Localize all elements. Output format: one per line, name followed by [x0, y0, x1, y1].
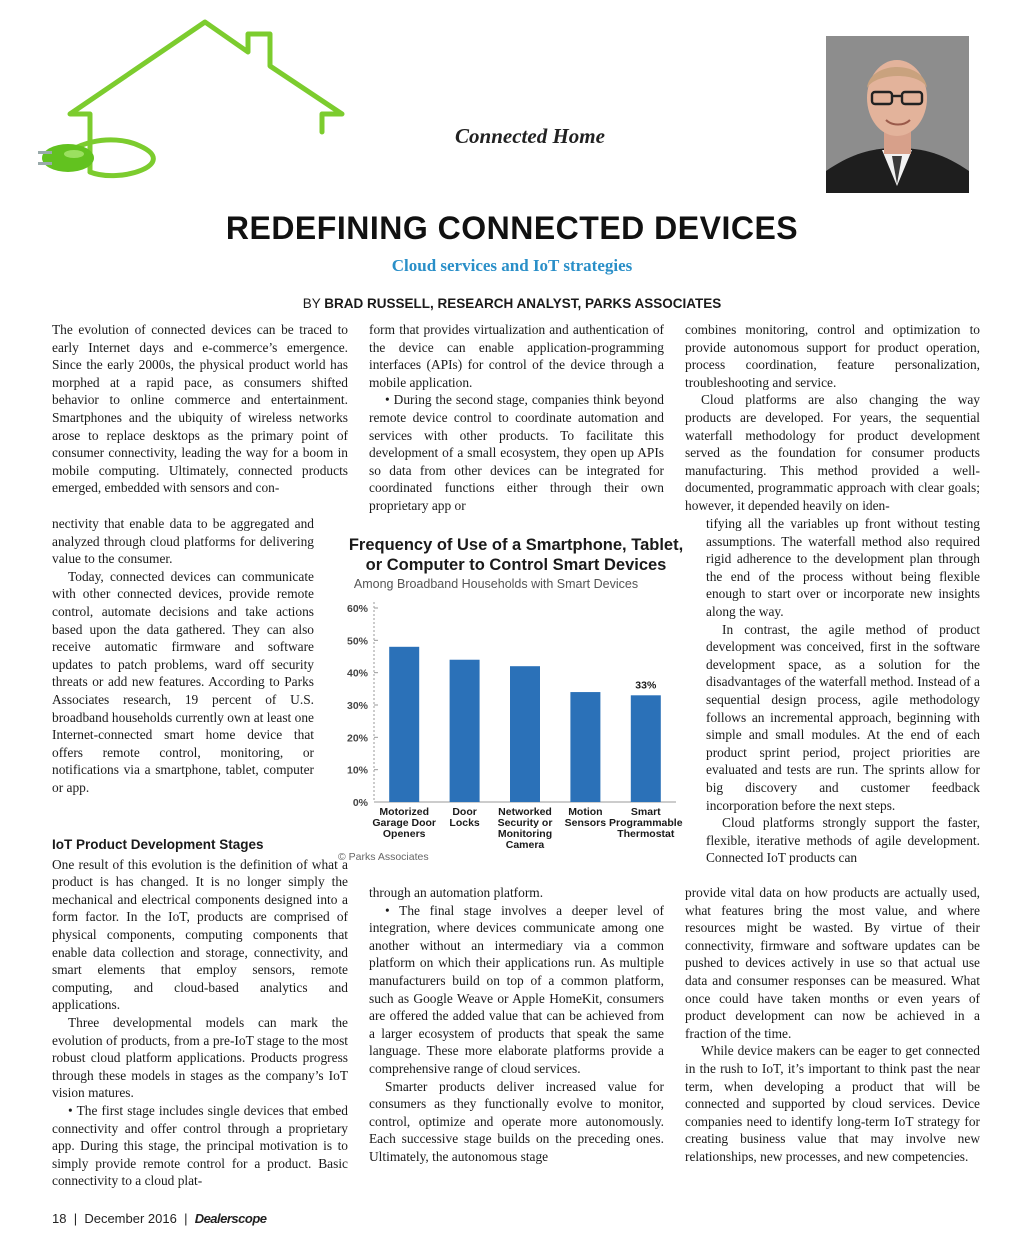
paragraph: tifying all the variables up front without testing assumptions. The waterfall method also required rigid adherence to the development plan through the end of the process without being flexible enough to start over or incorporate new insights along the way. [706, 516, 980, 619]
bar [631, 695, 661, 802]
paragraph: Cloud platforms are also changing the way products are developed. For years, the sequential waterfall methodology for product development served as the foundation for consumer products manufacturing. This method provided a well-documented, programmatic approach with clear goals; however, it depended heavily on iden- [685, 392, 980, 513]
y-tick-label: 0% [352, 797, 368, 809]
bar-chart [336, 526, 696, 871]
bar [510, 666, 540, 802]
x-tick-label: Smart [630, 806, 661, 818]
x-tick-label: Locks [449, 817, 480, 829]
chart-title-line-2: or Computer to Control Smart Devices [365, 556, 667, 574]
power-plug-icon [28, 136, 98, 186]
x-tick-label: Networked [498, 806, 552, 818]
column-1-wrap [52, 515, 314, 797]
paragraph: Cloud platforms strongly support the faster, flexible, iterative methods of agile development. Connected IoT products can [706, 815, 980, 866]
y-tick-label: 40% [346, 667, 368, 680]
subtitle: Cloud services and IoT strategies [391, 256, 633, 275]
footer-separator: | [184, 1211, 188, 1226]
paragraph: form that provides virtualization and authentication of the device can enable application-programming interfaces (APIs) for control of the device through a mobile application. [369, 322, 664, 390]
paragraph: Three developmental models can mark the evolution of products, from a pre-IoT stage to the most robust cloud platform applications. Products progress through these models in stages as the company’s IoT vision matures. [52, 1014, 348, 1101]
x-tick-label: Security or [497, 817, 553, 829]
section-heading: IoT Product Development Stages [52, 837, 264, 852]
y-tick-label: 30% [346, 700, 368, 712]
author-photo [826, 36, 969, 193]
section-label: Connected Home [455, 124, 605, 148]
bar [570, 692, 600, 802]
byline-name: BRAD RUSSELL, RESEARCH ANALYST, PARKS ASSOCIATES [324, 296, 722, 311]
paragraph: combines monitoring, control and optimization to provide autonomous support for product operation, process coordination, feature personalization, troubleshooting and service. [685, 322, 980, 390]
paragraph: Smarter products deliver increased value for consumers as they functionally evolve to monitor, control, optimize and operate more autonomously. Each successive stage builds on the preceding ones. Ultimately, the autonomous stage [369, 1078, 664, 1164]
bar [450, 660, 480, 802]
paragraph: nectivity that enable data to be aggregated and analyzed through cloud platforms for delivering value to the consumer. [52, 516, 314, 567]
chart-source: © Parks Associates [338, 851, 429, 863]
y-tick-label: 50% [346, 635, 368, 648]
paragraph: through an automation platform. [369, 885, 544, 900]
y-tick-label: 20% [346, 732, 368, 745]
bar [389, 647, 419, 802]
column-2-top [369, 321, 664, 515]
page-footer [52, 1211, 267, 1226]
y-tick-label: 10% [346, 764, 368, 777]
x-tick-label: Programmable [609, 817, 683, 829]
paragraph: One result of this evolution is the definition of what a product is has changed. It is no longer simply the mechanical and electrical components designed into a form factor. In the IoT, products are comprised of physical components, computing components that enable data collection and storage, connectivity, and smart elements that employ sensors, remote computing, and cloud-based analytics and applications. [52, 856, 348, 1013]
x-tick-label: Monitoring [497, 828, 553, 840]
paragraph: provide vital data on how products are actually used, what features bring the most value, and where resources might be wasted. By virtue of their connectivity, firmware and software updates can be pushed to devices actively in use so that actual use data and consumer responses can be measured. What once could have taken months or even years of product development can now be achieved in a fraction of the time. [685, 885, 980, 1041]
paragraph: • The final stage involves a deeper level of integration, where devices communicate among one another without an intermediary via a common platform on which their applications run. As multiple manufacturers build on top of a common platform, such as Google Weave or Apple HomeKit, consumers are offered the added value that can be achieved from a larger ecosystem of products that speak the same language. These more elaborate platforms provide a comprehensive range of cloud services. [369, 902, 664, 1076]
y-tick-label: 60% [346, 603, 368, 615]
paragraph: The evolution of connected devices can be traced to early Internet days and e-commerce’s emergence. Since the early 2000s, the physical product world has morphed at a rapid pace, as consumers shifted behavior to online commerce and entertainment. Smartphones and the ubiquity of wireless networks arose to replace desktops as the primary point of consumer connectivity, leading the way for a boom in mobile computing. Ultimately, connected products emerged, embedded with sensors and con- [52, 322, 348, 496]
column-3-top [685, 321, 980, 515]
issue-date: December 2016 [84, 1211, 177, 1226]
paragraph: • The first stage includes single devices that embed connectivity and offer control through a proprietary app. During this stage, the principal motivation is to simply provide remote control for a product. Basic connectivity to a cloud plat- [52, 1102, 348, 1189]
x-tick-label: Thermostat [617, 828, 675, 840]
paragraph: Today, connected devices can communicate with other connected devices, provide remote control, automate decisions and take actions based upon the data gathered. They can also receive automatic firmware and software updates to patch problems, ward off security threats or add new features. According to Parks Associates research, 19 percent of U.S. broadband households currently own at least one Internet-connected smart home device that offers remote control, monitoring, or notifications via a smartphone, tablet, computer or app. [52, 568, 314, 795]
x-tick-label: Door [452, 806, 477, 818]
x-tick-label: Openers [382, 828, 426, 840]
paragraph: In contrast, the agile method of product development was conceived, first in the software development space, as a solution for the disadvantages of the waterfall method. Instead of a sequential design process, agile methodology follows an incremental approach, beginning with simple and small modules. At the end of each product sprint period, project priorities are evaluated and tests are run. The sprints allow for big discovery and customer feedback incorporation before the next steps. [706, 621, 980, 813]
byline-prefix: BY [302, 296, 321, 311]
chart-subtitle: Among Broadband Households with Smart Devices [353, 577, 639, 591]
x-tick-label: Garage Door [372, 817, 437, 829]
paragraph: • During the second stage, companies think beyond remote device control to coordinate automation and services with other products. To facilitate this development of a small ecosystem, they open up APIs so data from other devices can be integrated for coordinated functions either through their own proprietary app or [369, 392, 664, 513]
x-tick-label: Motorized [379, 806, 429, 818]
column-1-bottom [52, 828, 348, 1190]
x-tick-label: Camera [505, 839, 545, 851]
chart-title-line-1: Frequency of Use of a Smartphone, Tablet, [348, 536, 684, 554]
data-label: 33% [635, 679, 657, 692]
paragraph: While device makers can be eager to get connected in the rush to IoT, it’s important to think past the near term, when developing a product that will be connected and supported by cloud services. Device companies need to identify long-term IoT strategy for creating business value that may involve new relationships, new processes, and new competencies. [685, 1043, 980, 1164]
column-3-wrap [706, 515, 980, 867]
column-2-bottom [369, 884, 664, 1166]
page-title: REDEFINING CONNECTED DEVICES [225, 210, 799, 246]
publication-name: Dealerscope [194, 1211, 267, 1226]
footer-separator: | [73, 1211, 78, 1226]
x-tick-label: Sensors [564, 817, 607, 829]
byline [0, 296, 1024, 311]
x-tick-label: Motion [568, 806, 603, 818]
column-3-bottom [685, 884, 980, 1166]
column-1-top [52, 321, 348, 497]
page-number: 18 [52, 1211, 67, 1226]
